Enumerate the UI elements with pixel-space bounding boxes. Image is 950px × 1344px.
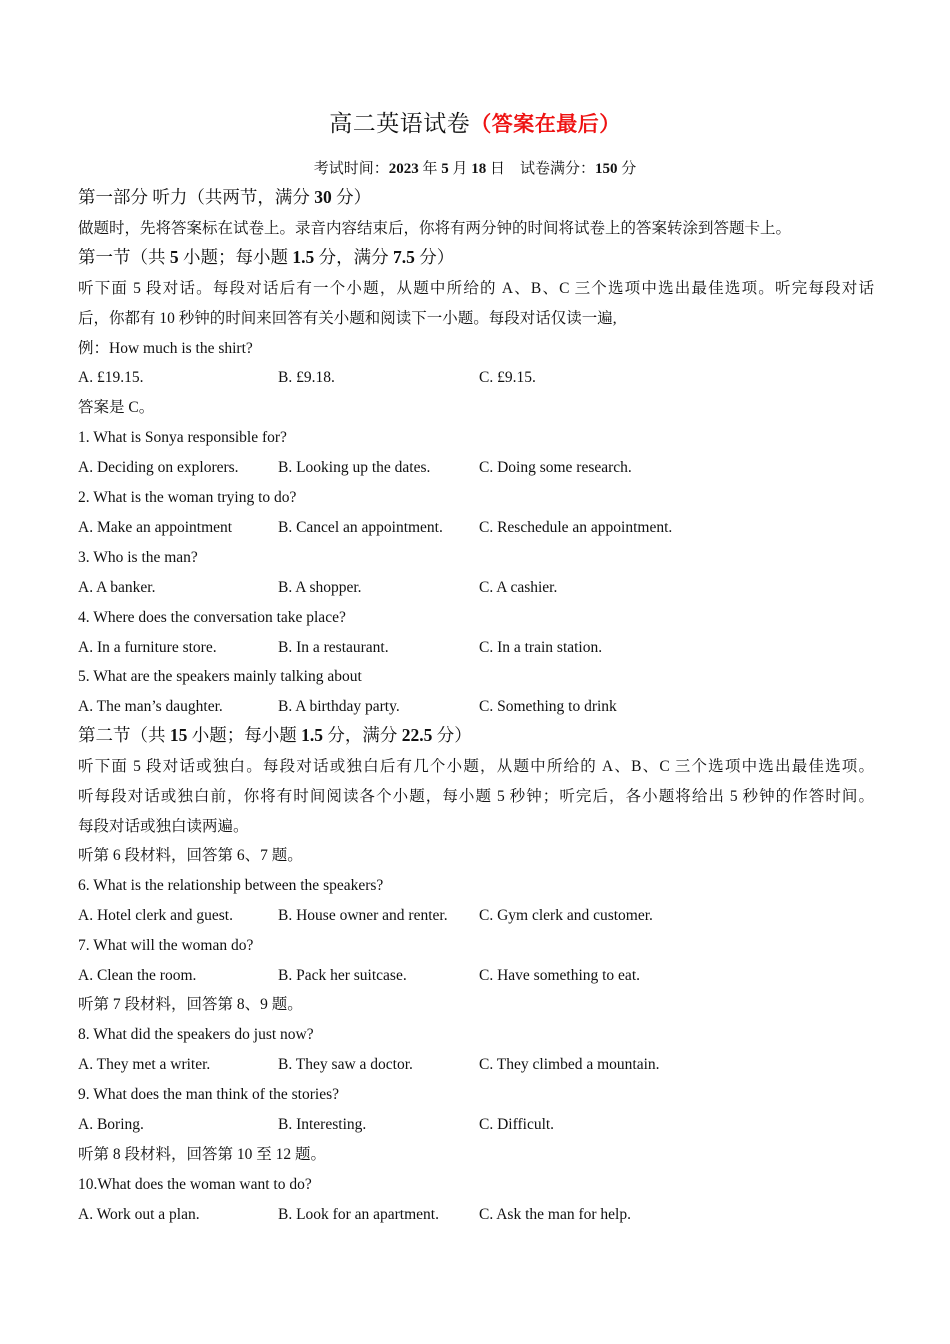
section2-heading-post: 分） bbox=[432, 725, 472, 745]
title-note: （答案在最后） bbox=[470, 112, 621, 136]
section1-heading bbox=[78, 245, 878, 269]
section1-heading-total: 7.5 bbox=[393, 247, 415, 267]
section1-heading-mid2: 分，满分 bbox=[314, 247, 393, 267]
info-year-unit: 年 bbox=[422, 161, 438, 177]
example-answer: 答案是 C。 bbox=[78, 399, 155, 416]
info-month-unit: 月 bbox=[452, 161, 468, 177]
option-c: C. Doing some research. bbox=[479, 459, 632, 476]
section2-heading-each: 1.5 bbox=[301, 725, 323, 745]
option-c: C. Ask the man for help. bbox=[479, 1206, 631, 1223]
question-text: 1. What is Sonya responsible for? bbox=[78, 429, 287, 446]
info-score-label: 试卷满分： bbox=[520, 161, 596, 177]
example-option-b: B. £9.18. bbox=[278, 369, 335, 386]
section1-heading-pre: 第一节（共 bbox=[78, 247, 170, 267]
section1-instruction-line1: 听下面 5 段对话。每段对话后有一个小题，从题中所给的 A、B、C 三个选项中选出最佳选项。听完每段对话 bbox=[78, 280, 874, 297]
part1-instruction: 做题时，先将答案标在试卷上。录音内容结束后，你将有两分钟的时间将试卷上的答案转涂到答题卡上。 bbox=[78, 220, 792, 237]
option-b: B. Interesting. bbox=[278, 1116, 367, 1133]
info-year: 2023 bbox=[388, 161, 419, 177]
section2-instruction-line1: 听下面 5 段对话或独白。每段对话或独白后有几个小题，从题中所给的 A、B、C 三个选项中选出最佳选项。 bbox=[78, 758, 874, 775]
option-a: A. Boring. bbox=[78, 1116, 144, 1133]
section2-instruction-line3: 每段对话或独白读两遍。 bbox=[78, 818, 249, 835]
option-a: A. Work out a plan. bbox=[78, 1206, 200, 1223]
info-time-label: 考试时间： bbox=[313, 161, 389, 177]
section2-heading-mid1: 小题；每小题 bbox=[187, 725, 302, 745]
section1-heading-n: 5 bbox=[169, 247, 179, 267]
option-b: B. They saw a doctor. bbox=[278, 1056, 413, 1073]
section2-heading-mid2: 分，满分 bbox=[323, 725, 402, 745]
section2-instruction-line2: 听每段对话或独白前，你将有时间阅读各个小题，每小题 5 秒钟；听完后，各小题将给出 5 秒钟的作答时间。 bbox=[78, 788, 874, 805]
option-c: C. Reschedule an appointment. bbox=[479, 519, 673, 536]
question-text: 4. Where does the conversation take place? bbox=[78, 609, 346, 626]
option-a: A. Make an appointment bbox=[78, 519, 233, 536]
question-text: 9. What does the man think of the stories? bbox=[78, 1086, 340, 1103]
info-day: 18 bbox=[471, 161, 487, 177]
info-score: 150 bbox=[595, 161, 618, 177]
option-a: A. They met a writer. bbox=[78, 1056, 211, 1073]
section2-heading-total: 22.5 bbox=[401, 725, 433, 745]
exam-info bbox=[0, 158, 950, 180]
part1-heading-post: 分） bbox=[331, 187, 372, 207]
question-text: 2. What is the woman trying to do? bbox=[78, 489, 297, 506]
question-text: 10.What does the woman want to do? bbox=[78, 1176, 312, 1193]
option-c: C. A cashier. bbox=[479, 579, 558, 596]
option-a: A. Deciding on explorers. bbox=[78, 459, 239, 476]
group-intro: 听第 8 段材料，回答第 10 至 12 题。 bbox=[78, 1146, 327, 1163]
option-a: A. In a furniture store. bbox=[78, 639, 217, 656]
section2-heading bbox=[78, 723, 878, 747]
example-option-c: C. £9.15. bbox=[479, 369, 536, 386]
info-month: 5 bbox=[441, 161, 449, 177]
question-text: 8. What did the speakers do just now? bbox=[78, 1026, 314, 1043]
title-text: 高二英语试卷 bbox=[329, 111, 471, 136]
example-question: 例：How much is the shirt? bbox=[78, 340, 253, 357]
option-a: A. A banker. bbox=[78, 579, 156, 596]
option-c: C. In a train station. bbox=[479, 639, 603, 656]
option-b: B. A shopper. bbox=[278, 579, 362, 596]
part1-heading-pre: 第一部分 听力（共两节，满分 bbox=[78, 187, 315, 207]
option-a: A. Hotel clerk and guest. bbox=[78, 907, 233, 924]
question-text: 3. Who is the man? bbox=[78, 549, 198, 566]
option-c: C. Difficult. bbox=[479, 1116, 555, 1133]
option-b: B. Pack her suitcase. bbox=[278, 967, 407, 984]
part1-heading bbox=[78, 185, 878, 209]
group-intro: 听第 7 段材料，回答第 8、9 题。 bbox=[78, 996, 303, 1013]
section1-heading-mid1: 小题；每小题 bbox=[178, 247, 293, 267]
option-a: A. Clean the room. bbox=[78, 967, 197, 984]
option-a: A. The man’s daughter. bbox=[78, 698, 223, 715]
question-text: 5. What are the speakers mainly talking about bbox=[78, 668, 362, 685]
option-b: B. A birthday party. bbox=[278, 698, 400, 715]
section1-heading-post: 分） bbox=[414, 247, 455, 267]
example-option-a: A. £19.15. bbox=[78, 369, 144, 386]
option-c: C. Have something to eat. bbox=[479, 967, 640, 984]
option-c: C. They climbed a mountain. bbox=[479, 1056, 660, 1073]
option-b: B. House owner and renter. bbox=[278, 907, 448, 924]
info-score-unit: 分 bbox=[621, 161, 637, 177]
part1-heading-score: 30 bbox=[314, 187, 332, 207]
option-b: B. In a restaurant. bbox=[278, 639, 389, 656]
section1-instruction-line2: 后，你都有 10 秒钟的时间来回答有关小题和阅读下一小题。每段对话仅读一遍, bbox=[78, 310, 617, 327]
section2-heading-pre: 第二节（共 bbox=[78, 725, 170, 745]
section2-heading-n: 15 bbox=[169, 725, 188, 745]
question-text: 7. What will the woman do? bbox=[78, 937, 254, 954]
section1-heading-each: 1.5 bbox=[292, 247, 315, 267]
group-intro: 听第 6 段材料，回答第 6、7 题。 bbox=[78, 847, 303, 864]
question-text: 6. What is the relationship between the speakers? bbox=[78, 877, 384, 894]
exam-title bbox=[0, 108, 950, 140]
option-b: B. Look for an apartment. bbox=[278, 1206, 439, 1223]
option-b: B. Cancel an appointment. bbox=[278, 519, 443, 536]
option-c: C. Gym clerk and customer. bbox=[479, 907, 653, 924]
option-c: C. Something to drink bbox=[479, 698, 617, 715]
option-b: B. Looking up the dates. bbox=[278, 459, 431, 476]
info-day-unit: 日 bbox=[490, 161, 506, 177]
